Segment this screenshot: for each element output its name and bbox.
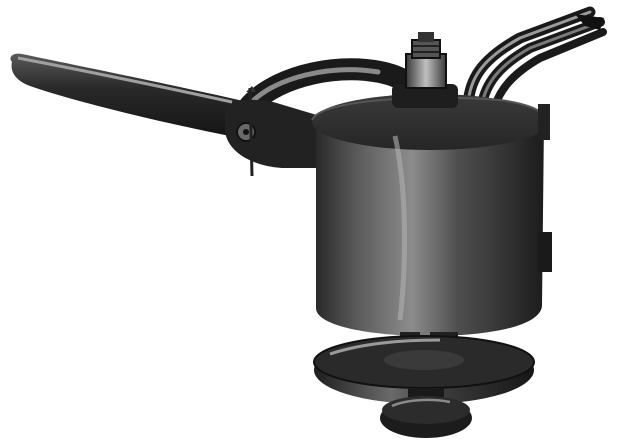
pipes <box>468 12 604 106</box>
lever-handle <box>10 54 250 138</box>
cylinder-body <box>312 94 552 336</box>
